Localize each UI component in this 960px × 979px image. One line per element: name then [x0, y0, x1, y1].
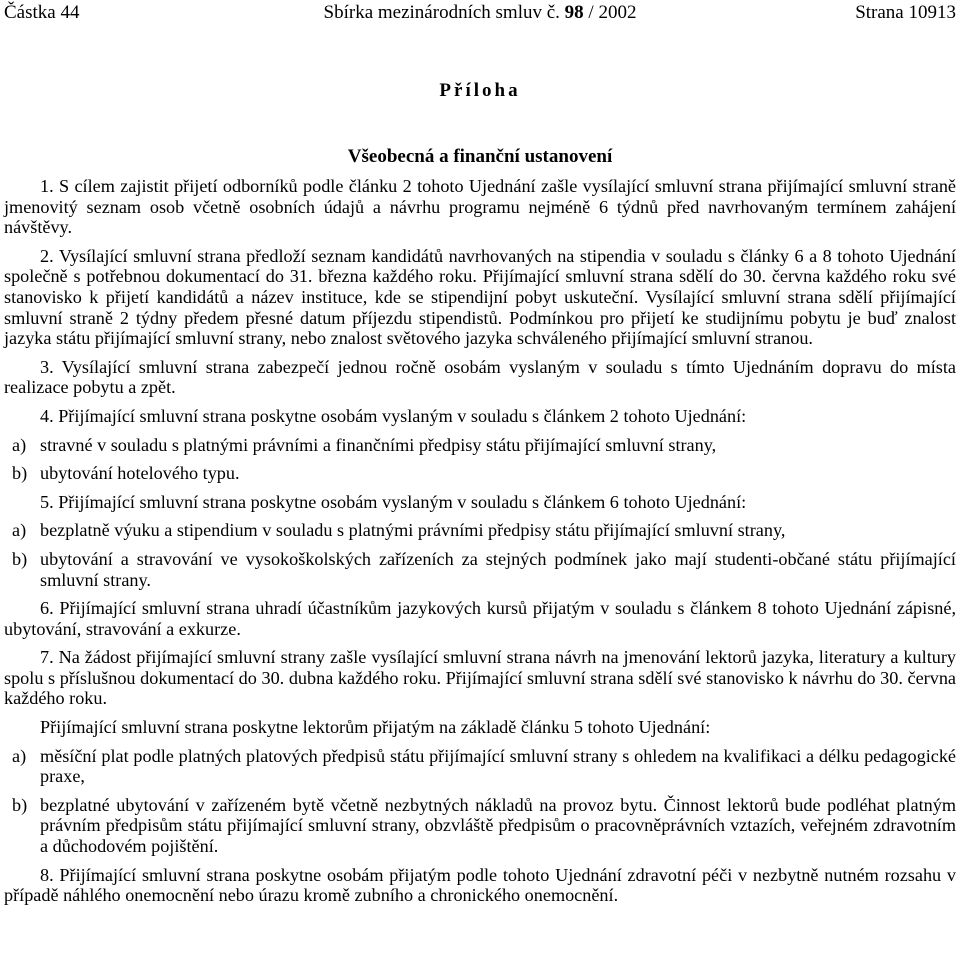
list-item-4a — [4, 435, 956, 456]
paragraph-2: 2. Vysílající smluvní strana předloží seznam kandidátů navrhovaných na stipendia v souladu s články 6 a 8 tohoto Ujednání společně s potřebnou dokumentací do 31. března každého roku. Přijímající smluvní strana sdělí do 30. června každého roku své stanovisko k přijetí kandidátů a název instituce, kde se stipendijní pobyt uskuteční. Vysílající smluvní strana sdělí přijímající smluvní straně 2 týdny předem přesné datum příjezdu stipendistů. Podmínkou pro přijetí ke studijnímu pobytu je buď znalost jazyka státu přijímající smluvní strany, nebo znalost světového jazyka schváleného přijímající smluvní stranou. — [4, 245, 956, 349]
collection-title — [4, 2, 956, 24]
paragraph-1: 1. S cílem zajistit přijetí odborníků podle článku 2 tohoto Ujednání zašle vysílající smluvní strana přijímající smluvní straně jmenovitý seznam osob včetně osobních údajů a návrhu programu nejméně 6 týdnů před navrhovaným termínem zahájení návštěvy. — [4, 176, 956, 238]
list-label: a) — [12, 434, 27, 455]
paragraph-7: 7. Na žádost přijímající smluvní strany zašle vysílající smluvní strana návrh na jmenování lektorů jazyka, literatury a kultury spolu s příslušnou dokumentací do 30. dubna každého roku. Přijímající smluvní strana sdělí své stanovisko k návrhu do 30. června každého roku. — [4, 647, 956, 709]
page-number: Strana 10913 — [855, 2, 956, 23]
paragraph-3: 3. Vysílající smluvní strana zabezpečí jednou ročně osobám vyslaným v souladu s tímto Ujednáním dopravu do místa realizace pobytu a zpět. — [4, 356, 956, 398]
list-text: ubytování a stravování ve vysokoškolských zařízeních za stejných podmínek jako mají studenti-občané státu přijímající smluvní strany. — [40, 548, 956, 590]
paragraph-5: 5. Přijímající smluvní strana poskytne osobám vyslaným v souladu s článkem 6 tohoto Ujednání: — [40, 491, 747, 512]
issue-number: Částka 44 — [4, 2, 80, 23]
list-label: a) — [12, 520, 27, 541]
paragraph-4: 4. Přijímající smluvní strana poskytne osobám vyslaným v souladu s článkem 2 tohoto Ujednání: — [40, 405, 747, 426]
list-item-5b — [4, 549, 956, 590]
list-item-7a — [4, 746, 956, 787]
list-item-4b — [4, 463, 956, 484]
paragraph-7-intro: Přijímající smluvní strana poskytne lektorům přijatým na základě článku 5 tohoto Ujednání: — [40, 717, 711, 738]
list-label: b) — [12, 794, 28, 815]
paragraph-8: 8. Přijímající smluvní strana poskytne osobám přijatým podle tohoto Ujednání zdravotní péči v nezbytně nutném rozsahu v případě náhlého onemocnění nebo úrazu kromě zubního a chronického onemocnění. — [4, 864, 956, 906]
list-text: bezplatné ubytování v zařízeném bytě včetně nezbytných nákladů na provoz bytu. Činnost lektorů bude podléhat platným právním předpisům státu přijímající smluvní strany, obzvláště předpisům o pracovněprávních vztazích, veřejném zdravotním a důchodovém pojištění. — [40, 794, 956, 857]
list-text: stravné v souladu s platnými právními a finančními předpisy státu přijímající smluvní strany, — [40, 434, 717, 455]
list-label: b) — [12, 463, 28, 484]
collection-number: 98 — [564, 2, 584, 23]
page-header — [4, 2, 956, 28]
list-label: b) — [12, 548, 28, 569]
list-item-7b — [4, 795, 956, 857]
collection-year: / 2002 — [588, 2, 637, 23]
document-body — [4, 176, 956, 914]
list-text: bezplatně výuku a stipendium v souladu s platnými právními předpisy státu přijímající smluvní strany, — [40, 520, 786, 541]
annex-title: Příloha — [439, 80, 521, 101]
list-label: a) — [12, 745, 27, 766]
list-item-5a — [4, 520, 956, 541]
collection-title-prefix: Sbírka mezinárodních smluv č. — [323, 2, 560, 23]
list-text: ubytování hotelového typu. — [40, 463, 240, 484]
section-title: Všeobecná a finanční ustanovení — [347, 146, 613, 167]
paragraph-6: 6. Přijímající smluvní strana uhradí účastníkům jazykových kursů přijatým v souladu s článkem 8 tohoto Ujednání zápisné, ubytování, stravování a exkurze. — [4, 598, 956, 639]
list-text: měsíční plat podle platných platových předpisů státu přijímající smluvní strany s ohledem na kvalifikaci a délku pedagogické praxe, — [40, 745, 956, 787]
